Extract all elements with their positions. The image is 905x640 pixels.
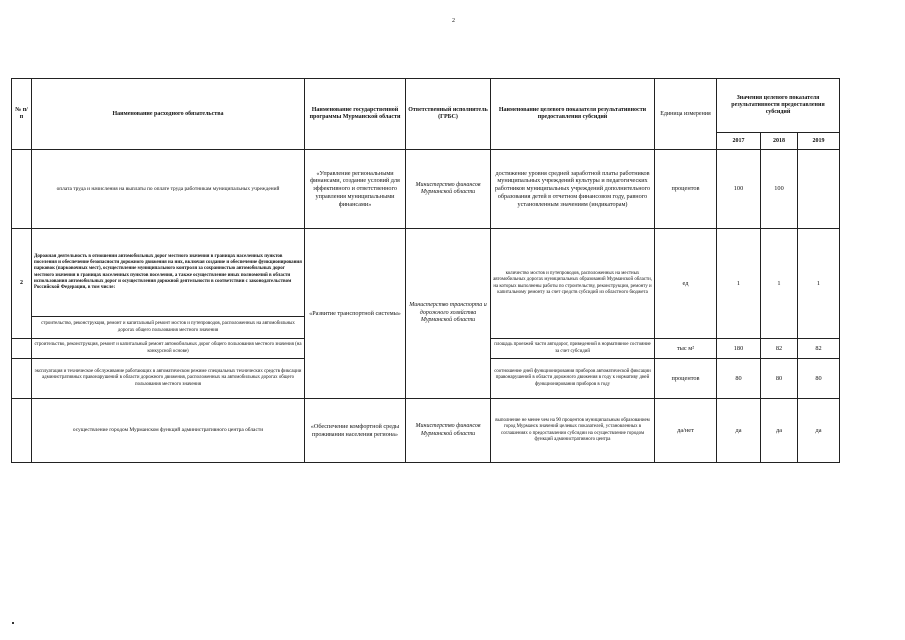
value-2019: 82 (798, 339, 840, 359)
value-2019: да (798, 399, 840, 463)
value-2017: 100 (717, 150, 761, 229)
program-cell: «Развитие транспортной системы» (305, 229, 406, 399)
header-year: 2019 (798, 133, 840, 150)
value-2017: 1 (717, 229, 761, 339)
indicator-cell: количество мостов и путепроводов, расположенных на местных автомобильных дорогах муниципальных образований Мурманской области, на которых выполнены работы по строительству, реконструкции, ремонту и капитальному ремонту за счет средств субсидий из областного бюджета (491, 229, 655, 339)
header-program: Наименование государственной программы Мурманской области (305, 79, 406, 150)
page-number: 2 (452, 18, 455, 24)
scan-speck (12, 622, 14, 624)
value-2017: да (717, 399, 761, 463)
program-cell: «Управление региональными финансами, создание условий для эффективного и ответственного управления муниципальными финансами» (305, 150, 406, 229)
table-row (12, 229, 840, 317)
header-values-group: Значения целевого показателя результативности предоставления субсидий (717, 79, 840, 133)
obligation-cell: осуществление городом Мурманском функций административного центра области (32, 399, 305, 463)
value-2017: 80 (717, 359, 761, 399)
table-row (12, 150, 840, 229)
header-num: № п/п (12, 79, 32, 150)
header-row (12, 79, 840, 133)
value-2017: 180 (717, 339, 761, 359)
program-cell: «Обеспечение комфортной среды проживания населения региона» (305, 399, 406, 463)
header-year: 2018 (761, 133, 798, 150)
obligation-cell: эксплуатация и техническое обслуживание работающих в автоматическом режиме специальных технических средств фиксации административных правонарушений в области дорожного движения, расположенных на автомобильных дорогах общего пользования местного значения (32, 359, 305, 399)
sub-obligation-cell: строительство, реконструкция, ремонт и капитальный ремонт мостов и путепроводов, расположенных на автомобильных дорогах общего пользования местного значения (32, 317, 305, 339)
value-2019 (798, 150, 840, 229)
value-2018: 1 (761, 229, 798, 339)
row-num: 2 (12, 229, 32, 339)
value-2018: 80 (761, 359, 798, 399)
row-num (12, 339, 32, 359)
value-2019: 80 (798, 359, 840, 399)
row-num (12, 399, 32, 463)
header-unit: Единица измерения (655, 79, 717, 150)
unit-cell: процентов (655, 359, 717, 399)
indicator-cell: достижение уровня средней заработной платы работников муниципальных учреждений культуры и педагогических работников муниципальных учреждений дополнительного образования детей в отчетном финансовом году, равного установленным значениям (индикаторам) (491, 150, 655, 229)
executor-cell: Министерство транспорта и дорожного хозяйства Мурманской области (406, 229, 491, 399)
indicator-cell: выполнение не менее чем на 90 процентов муниципальным образованием город Мурманск значений целевых показателей, установленных в соглашениях о предоставлении субсидии на осуществление городом функций административного центра (491, 399, 655, 463)
value-2018: да (761, 399, 798, 463)
executor-cell: Министерство финансов Мурманской области (406, 399, 491, 463)
indicator-cell: соотношение дней функционирования приборов автоматической фиксации правонарушений в области дорожного движения в году к нормативу дней функционирования приборов в году (491, 359, 655, 399)
obligation-cell: строительство, реконструкция, ремонт и капитальный ремонт автомобильных дорог общего пользования местного значения (на конкурсной основе) (32, 339, 305, 359)
executor-cell: Министерство финансов Мурманской области (406, 150, 491, 229)
unit-cell: процентов (655, 150, 717, 229)
row-num (12, 150, 32, 229)
value-2019: 1 (798, 229, 840, 339)
obligation-cell: Дорожная деятельность в отношении автомобильных дорог местного значения в границах населенных пунктов поселения и обеспечение безопасности дорожного движения на них, включая создание и обеспечение функционирования парковок (парковочных мест), осуществление муниципального контроля за сохранностью автомобильных дорог местного значения в границах населенных пунктов поселения, а также осуществление иных полномочий в области использования автомобильных дорог и осуществления дорожной деятельности в соответствии с законодательством Российской Федерации, в том числе: (32, 229, 305, 317)
subsidy-indicators-table (11, 78, 840, 463)
value-2018: 82 (761, 339, 798, 359)
table-row (12, 399, 840, 463)
header-executor: Ответственный исполнитель (ГРБС) (406, 79, 491, 150)
value-2018: 100 (761, 150, 798, 229)
unit-cell: ед (655, 229, 717, 339)
unit-cell: да/нет (655, 399, 717, 463)
unit-cell: тыс м² (655, 339, 717, 359)
header-obligation: Наименование расходного обязательства (32, 79, 305, 150)
indicator-cell: площадь проезжей части автодорог, приведенной в нормативное состояние за счет субсидий (491, 339, 655, 359)
row-num (12, 359, 32, 399)
obligation-cell: оплата труда и начисления на выплаты по оплате труда работникам муниципальных учреждений (32, 150, 305, 229)
header-year: 2017 (717, 133, 761, 150)
header-indicator: Наименование целевого показателя результативности предоставления субсидий (491, 79, 655, 150)
